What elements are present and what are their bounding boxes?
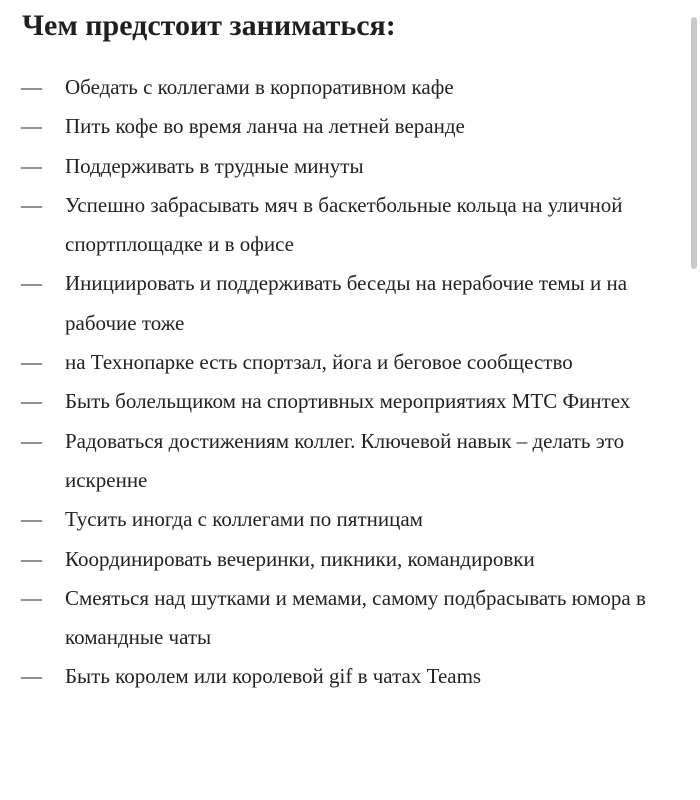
list-item-text: Инициировать и поддерживать беседы на нерабочие темы и на рабочие тоже <box>65 271 628 335</box>
list-item <box>0 500 688 539</box>
list-dash: — <box>21 664 42 689</box>
list-dash: — <box>21 507 42 532</box>
list-dash: — <box>21 192 42 217</box>
list-item-text: Радоваться достижениям коллег. Ключевой навык – делать это искренне <box>65 428 625 492</box>
list-item <box>0 343 688 382</box>
list-dash: — <box>21 428 42 453</box>
list-dash: — <box>21 389 42 414</box>
list-item <box>0 68 688 107</box>
list-item-text: Координировать вечеринки, пикники, командировки <box>65 546 535 571</box>
list-dash: — <box>21 546 42 571</box>
list-item <box>0 382 688 421</box>
list-item <box>0 107 688 146</box>
list-item-text: Тусить иногда с коллегами по пятницам <box>65 507 423 532</box>
list-item-text: Быть болельщиком на спортивных мероприятиях МТС Финтех <box>65 389 631 414</box>
list-item-text: Успешно забрасывать мяч в баскетбольные кольца на уличной спортплощадке и в офисе <box>65 192 623 257</box>
duties-list <box>0 68 688 697</box>
list-item <box>0 264 688 343</box>
list-dash: — <box>21 585 42 610</box>
list-item <box>0 540 688 579</box>
list-item-text: на Технопарке есть спортзал, йога и беговое сообщество <box>65 350 573 375</box>
vertical-scrollbar[interactable] <box>688 0 700 800</box>
list-dash: — <box>21 271 42 296</box>
list-item-text: Поддерживать в трудные минуты <box>65 153 364 178</box>
list-item <box>0 657 688 696</box>
list-dash: — <box>21 114 42 139</box>
list-item <box>0 422 688 501</box>
list-item <box>0 147 688 186</box>
list-item <box>0 579 688 658</box>
scrollbar-thumb[interactable] <box>691 17 697 269</box>
list-dash: — <box>21 75 42 99</box>
list-item-text: Пить кофе во время ланча на летней веранде <box>65 114 465 139</box>
list-dash: — <box>21 350 42 375</box>
list-item <box>0 186 688 265</box>
list-dash: — <box>21 153 42 178</box>
list-item-text: Обедать с коллегами в корпоративном кафе <box>65 75 454 99</box>
list-item-text: Смеяться над шутками и мемами, самому подбрасывать юмора в командные чаты <box>65 585 646 650</box>
list-item-text: Быть королем или королевой gif в чатах Teams <box>65 664 482 689</box>
page-title: Чем предстоит заниматься: <box>22 9 396 42</box>
